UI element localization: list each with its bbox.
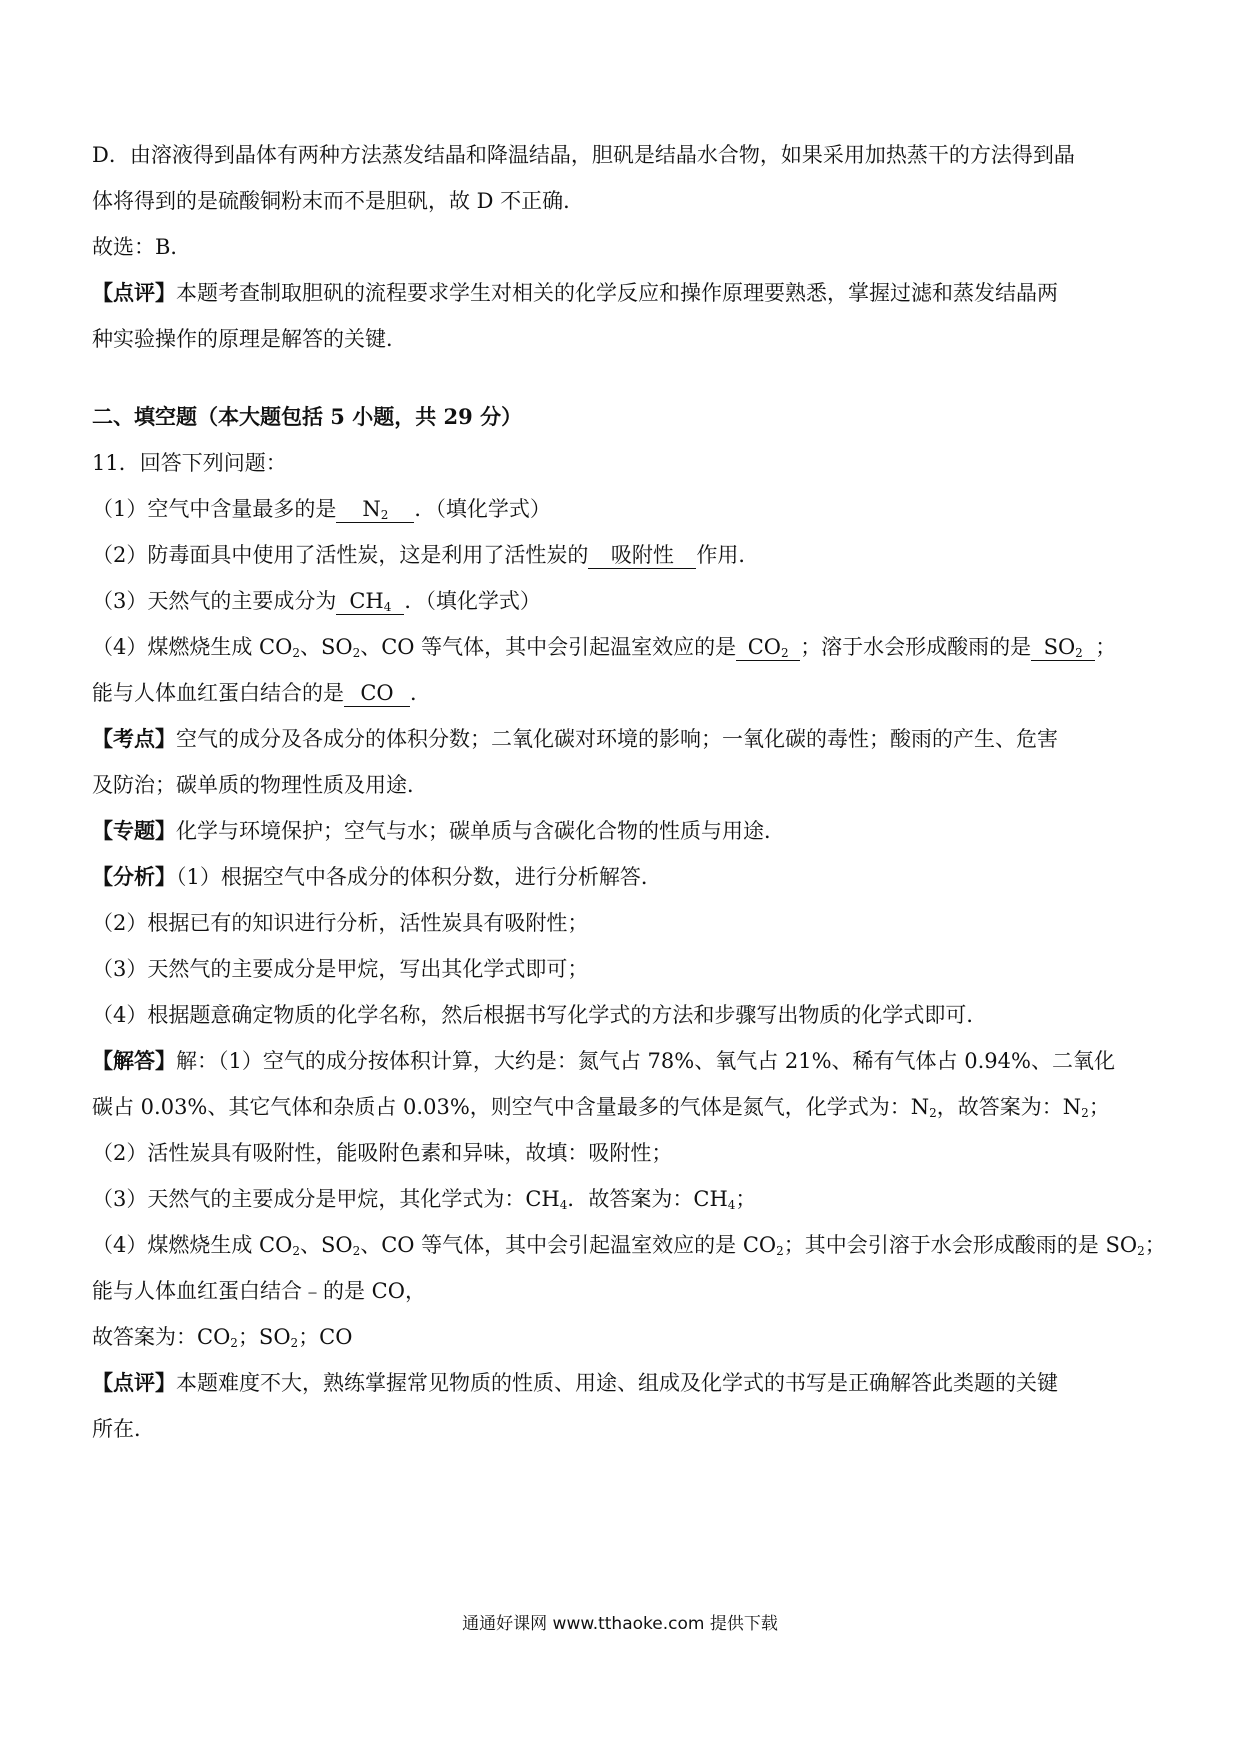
fenxi-line-2: （2）根据已有的知识进行分析，活性炭具有吸附性； [92, 911, 589, 935]
review-label: 【点评】 [92, 280, 176, 305]
fenxi-line-4: （4）根据题意确定物质的化学名称，然后根据书写化学式的方法和步骤写出物质的化学式即可． [92, 1003, 988, 1027]
answer-blank-5: $SO_2$ [1031, 634, 1095, 661]
question-part-4-line-2: 能与人体血红蛋白结合的是 CO ． [92, 681, 431, 705]
review-line-2: 种实验操作的原理是解答的关键． [92, 327, 407, 351]
dianping-label: 【点评】 [92, 1370, 176, 1395]
dianping-line-2: 所在． [92, 1417, 155, 1441]
kaodian-line-1: 【考点】空气的成分及各成分的体积分数；二氧化碳对环境的影响；一氧化碳的毒性；酸雨的产生、危害 [92, 726, 1058, 751]
answer-blank-3: $CH_4$ [336, 588, 404, 615]
zhuanti-label: 【专题】 [92, 818, 176, 843]
zhuanti-line: 【专题】化学与环境保护；空气与水；碳单质与含碳化合物的性质与用途． [92, 818, 785, 843]
fenxi-line-3: （3）天然气的主要成分是甲烷，写出其化学式即可； [92, 957, 589, 981]
question-part-3: （3）天然气的主要成分为 $CH_4$ ．（填化学式） [92, 589, 541, 614]
page-footer: 通通好课网 www.tthaoke.com 提供下载 [462, 1614, 778, 1634]
question-part-2: （2）防毒面具中使用了活性炭，这是利用了活性炭的 吸附性 作用． [92, 543, 760, 567]
jieda-line-1: 【解答】解：（1）空气的成分按体积计算，大约是：氮气占 78%、氧气占 21%、稀有气体占 0.94%、二氧化 [92, 1048, 1115, 1073]
jieda-line-4: （3）天然气的主要成分是甲烷，其化学式为：$CH_4$．故答案为：$CH_4$； [92, 1187, 757, 1212]
fenxi-line-1: 【分析】（1）根据空气中各成分的体积分数，进行分析解答． [92, 864, 662, 889]
section-title: 二、填空题（本大题包括 5 小题，共 29 分） [92, 404, 523, 429]
jieda-label: 【解答】 [92, 1048, 176, 1073]
answer-blank-1: $N_2$ [336, 496, 414, 523]
option-d-line-1: D．由溶液得到晶体有两种方法蒸发结晶和降温结晶，胆矾是结晶水合物，如果采用加热蒸干的方法得到晶 [92, 143, 1075, 167]
jieda-line-3: （2）活性炭具有吸附性，能吸附色素和异味，故填：吸附性； [92, 1141, 673, 1165]
review-text-1: 本题考查制取胆矾的流程要求学生对相关的化学反应和操作原理要熟悉，掌握过滤和蒸发结晶两 [176, 281, 1058, 305]
jieda-line-5: （4）煤燃烧生成 $CO_2$、$SO_2$、CO 等气体，其中会引起温室效应的是 $CO_2$；其中会引溶于水会形成酸雨的是 $SO_2$； [92, 1233, 1166, 1258]
fenxi-label: 【分析】 [92, 864, 176, 889]
answer-blank-2: 吸附性 [588, 542, 696, 569]
jieda-line-6: 能与人体血红蛋白结合﹣的是 CO， [92, 1279, 426, 1303]
question-part-4-line-1: （4）煤燃烧生成 $CO_2$、$SO_2$、CO 等气体，其中会引起温室效应的是 $CO_2$ ；溶于水会形成酸雨的是 $SO_2$ ； [92, 635, 1117, 660]
option-d-line-2: 体将得到的是硫酸铜粉末而不是胆矾，故 D 不正确． [92, 189, 585, 213]
jieda-line-7: 故答案为：$CO_2$；$SO_2$；CO [92, 1325, 353, 1350]
question-11-stem: 11．回答下列问题： [92, 451, 287, 475]
review-line-1 [92, 278, 1152, 308]
dianping-line-1: 【点评】本题难度不大，熟练掌握常见物质的性质、用途、组成及化学式的书写是正确解答此类题的关键 [92, 1370, 1058, 1395]
kaodian-label: 【考点】 [92, 726, 176, 751]
jieda-line-2: 碳占 0.03%、其它气体和杂质占 0.03%，则空气中含量最多的气体是氮气，化学式为：$N_2$，故答案为：$N_2$； [92, 1095, 1110, 1120]
kaodian-line-2: 及防治；碳单质的物理性质及用途． [92, 773, 428, 797]
answer-blank-6: CO [344, 680, 410, 707]
answer-choice: 故选：B． [92, 235, 192, 259]
question-part-1: （1）空气中含量最多的是 $N_2$ ．（填化学式） [92, 497, 551, 522]
answer-blank-4: $CO_2$ [736, 634, 800, 661]
